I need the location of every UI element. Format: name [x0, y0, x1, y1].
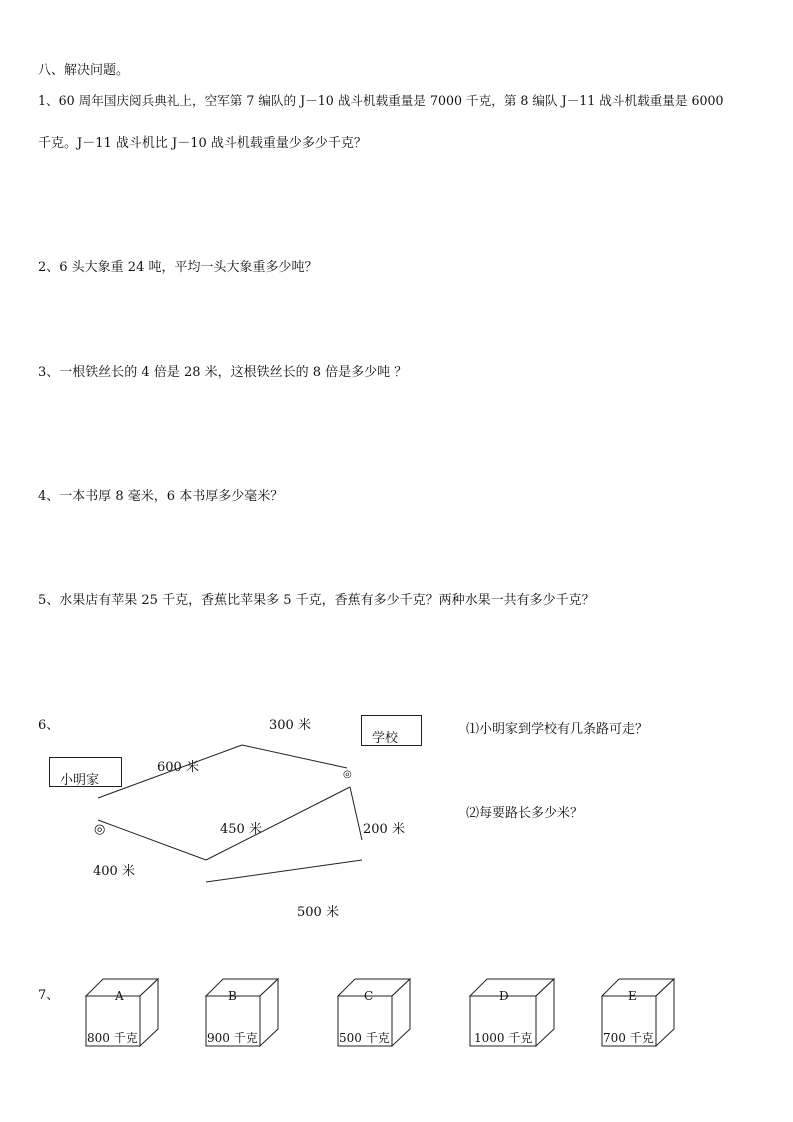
- problem-4: 4、一本书厚 8 毫米，6 本书厚多少毫米？: [38, 489, 284, 504]
- cube-c-weight: 500 千克: [339, 1031, 390, 1045]
- distance-label-500: 500 米: [297, 905, 339, 920]
- problem-1-line-1: 1、60 周年国庆阅兵典礼上，空军第 7 编队的 J－10 战斗机载重量是 7000 千克，第 8 编队 J－11 战斗机载重量是 6000: [38, 93, 724, 108]
- cube-d-weight-clip: [474, 1030, 535, 1045]
- cube-a-weight-clip: [87, 1030, 139, 1045]
- distance-label-600: 600 米: [157, 760, 199, 775]
- problem-7-number: 7、: [38, 988, 60, 1003]
- cube-b-label: B: [228, 989, 237, 1003]
- problem-6-question-2: ⑵每要路长多少米？: [466, 806, 584, 821]
- cube-d-weight: 1000 千克: [474, 1031, 533, 1045]
- cube-a-weight: 800 千克: [87, 1031, 138, 1045]
- cube-e-label: E: [628, 989, 637, 1003]
- problem-5: 5、水果店有苹果 25 千克，香蕉比苹果多 5 千克，香蕉有多少千克？两种水果一共有多少千克？: [38, 593, 595, 608]
- problem-6-number: 6、: [38, 718, 60, 733]
- school-label: 学校: [372, 731, 399, 746]
- distance-label-400: 400 米: [93, 864, 135, 879]
- cube-c-label: C: [364, 989, 374, 1003]
- problem-1-line-2: 千克。J－11 战斗机比 J－10 战斗机载重量少多少千克？: [38, 136, 367, 151]
- distance-label-300: 300 米: [269, 718, 311, 733]
- cube-b-weight: 900 千克: [207, 1031, 258, 1045]
- home-label: 小明家: [60, 773, 100, 787]
- section-title: 八、解决问题。: [38, 63, 130, 78]
- cube-b-weight-clip: [207, 1030, 259, 1045]
- cube-a-label: A: [115, 989, 124, 1003]
- cube-e-weight-clip: [603, 1030, 655, 1045]
- cube-e-weight: 700 千克: [603, 1031, 654, 1045]
- problem-6-question-1: ⑴小明家到学校有几条路可走？: [466, 722, 649, 737]
- home-mark: ◎: [94, 822, 106, 837]
- cube-c-weight-clip: [339, 1030, 391, 1045]
- school-mark: ◎: [343, 769, 352, 780]
- distance-label-450: 450 米: [220, 822, 262, 837]
- problem-3: 3、一根铁丝长的 4 倍是 28 米，这根铁丝长的 8 倍是多少吨 ？: [38, 365, 408, 380]
- problem-2: 2、6 头大象重 24 吨，平均一头大象重多少吨？: [38, 260, 318, 275]
- cube-d-label: D: [499, 989, 509, 1003]
- distance-label-200: 200 米: [363, 822, 405, 837]
